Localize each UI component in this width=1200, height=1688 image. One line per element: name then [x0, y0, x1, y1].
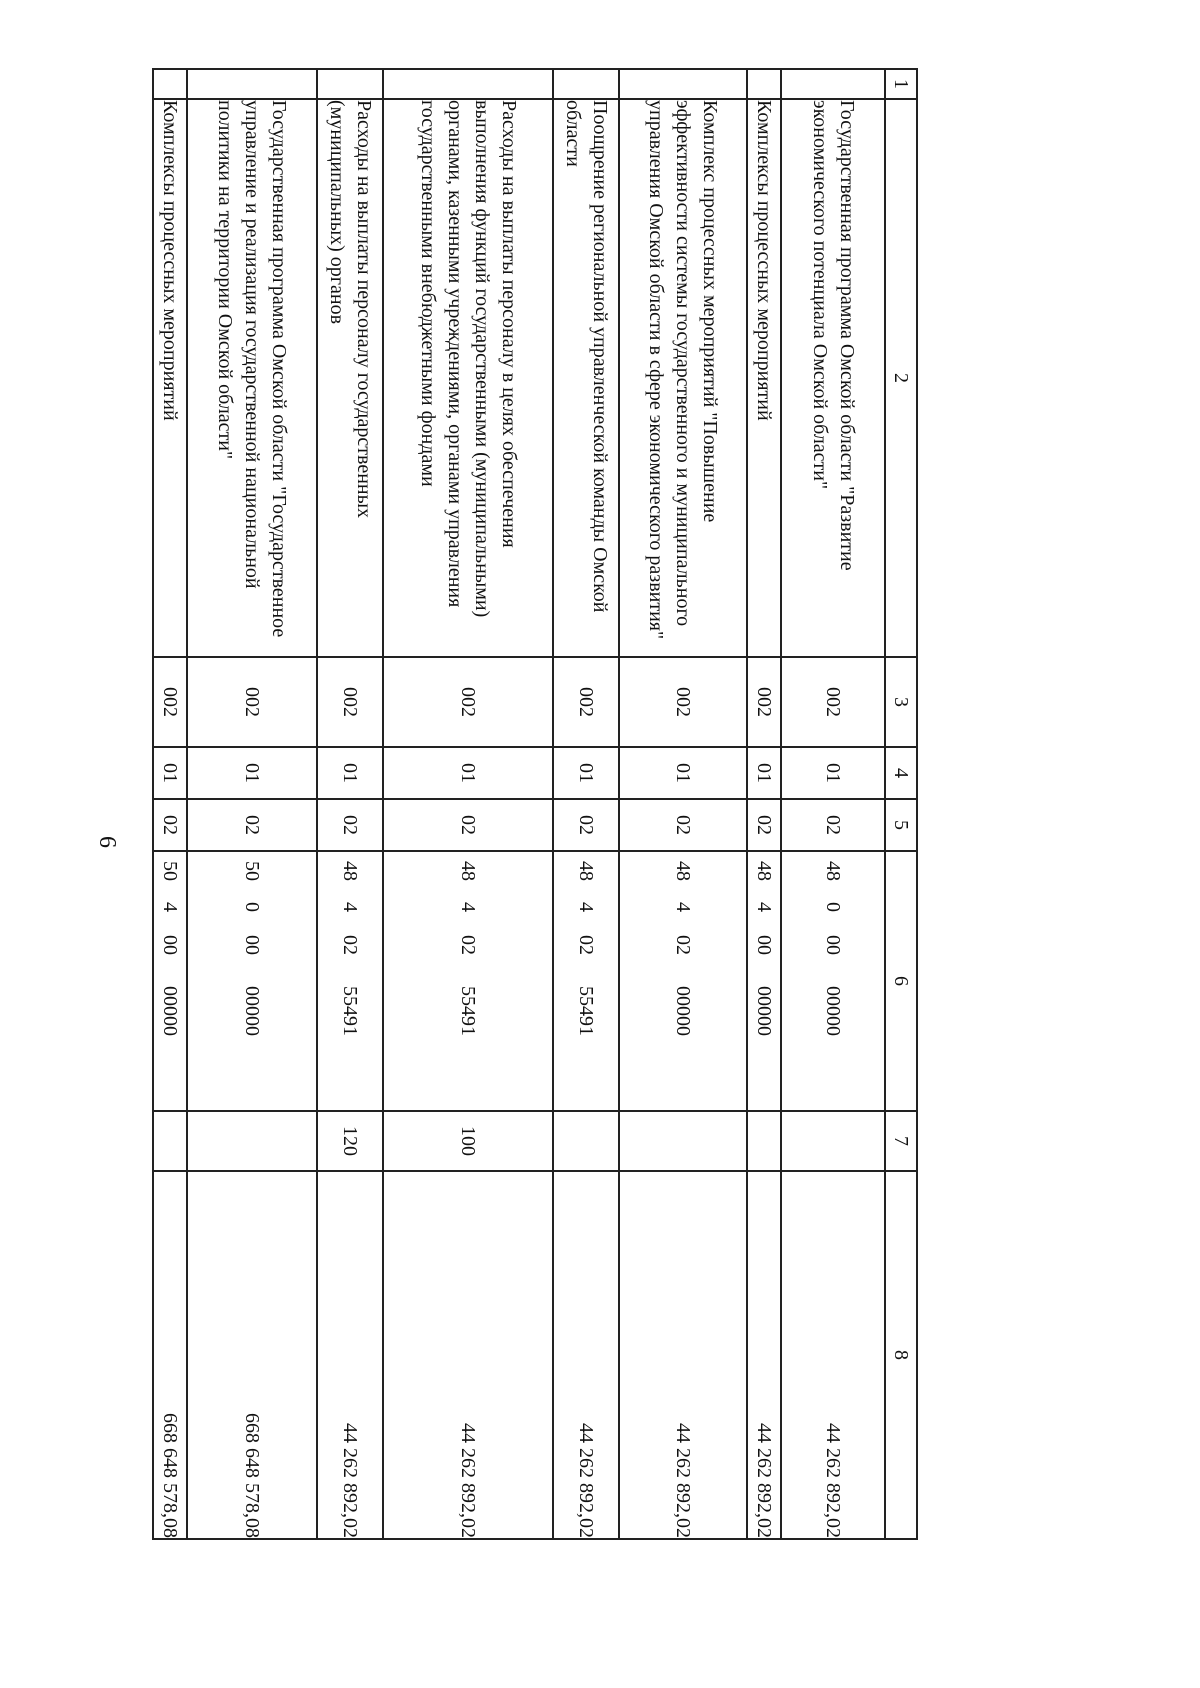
cell-ministry: 002: [619, 657, 747, 747]
cell-amount: 44 262 892,02: [619, 1171, 747, 1539]
cell-target-article: 48 4 02 55491: [553, 851, 619, 1111]
header-col-2: 2: [885, 99, 917, 657]
cell-expense-type: 100: [383, 1111, 553, 1171]
cell-amount: 44 262 892,02: [781, 1171, 885, 1539]
cell-subsection: 02: [747, 799, 781, 851]
header-col-4: 4: [885, 747, 917, 799]
cell-col-1: [153, 69, 187, 99]
cell-section: 01: [553, 747, 619, 799]
cell-ministry: 002: [553, 657, 619, 747]
header-col-7: 7: [885, 1111, 917, 1171]
cell-amount: 44 262 892,02: [747, 1171, 781, 1539]
cell-name: Государственная программа Омской области "Развитие экономического потенциала Омской области": [781, 99, 885, 657]
cell-target-article: 48 0 00 00000: [781, 851, 885, 1111]
cell-section: 01: [383, 747, 553, 799]
cell-subsection: 02: [619, 799, 747, 851]
cell-expense-type: [187, 1111, 317, 1171]
cell-name: Расходы на выплаты персоналу в целях обеспечения выполнения функций государственными (муниципальными) органами, казенными учреждениями, органами управления государственными внебюджетными фондами: [383, 99, 553, 657]
cell-ministry: 002: [187, 657, 317, 747]
cell-target-article: 48 4 02 55491: [317, 851, 383, 1111]
cell-subsection: 02: [153, 799, 187, 851]
table-row: [187, 69, 317, 1539]
cell-expense-type: [747, 1111, 781, 1171]
cell-section: 01: [187, 747, 317, 799]
cell-name: Комплекс процессных мероприятий "Повышение эффективности системы государственного и муниципального управления Омской области в сфере экономического развития": [619, 99, 747, 657]
cell-subsection: 02: [781, 799, 885, 851]
cell-subsection: 02: [187, 799, 317, 851]
cell-col-1: [187, 69, 317, 99]
cell-target-article: 50 4 00 00000: [153, 851, 187, 1111]
cell-amount: 44 262 892,02: [553, 1171, 619, 1539]
cell-ministry: 002: [781, 657, 885, 747]
cell-col-1: [747, 69, 781, 99]
rotated-table-container: [150, 68, 918, 1538]
cell-expense-type: [619, 1111, 747, 1171]
cell-target-article: 48 4 02 00000: [619, 851, 747, 1111]
cell-section: 01: [619, 747, 747, 799]
table-row: [317, 69, 383, 1539]
header-col-8: 8: [885, 1171, 917, 1539]
cell-target-article: 50 0 00 00000: [187, 851, 317, 1111]
cell-col-1: [553, 69, 619, 99]
table-row: [619, 69, 747, 1539]
cell-ministry: 002: [317, 657, 383, 747]
table-row: [747, 69, 781, 1539]
cell-name: Поощрение региональной управленческой команды Омской области: [553, 99, 619, 657]
cell-subsection: 02: [317, 799, 383, 851]
cell-col-1: [781, 69, 885, 99]
cell-name: Государственная программа Омской области "Государственное управление и реализация государственной национальной политики на территории Омской области": [187, 99, 317, 657]
header-col-1: 1: [885, 69, 917, 99]
cell-target-article: 48 4 02 55491: [383, 851, 553, 1111]
cell-ministry: 002: [153, 657, 187, 747]
page-number: 6: [94, 836, 120, 848]
cell-expense-type: 120: [317, 1111, 383, 1171]
cell-section: 01: [781, 747, 885, 799]
cell-subsection: 02: [383, 799, 553, 851]
cell-ministry: 002: [383, 657, 553, 747]
cell-amount: 668 648 578,08: [153, 1171, 187, 1539]
table-row: [781, 69, 885, 1539]
header-row: [885, 69, 917, 1539]
header-col-6: 6: [885, 851, 917, 1111]
cell-name: Комплексы процессных мероприятий: [153, 99, 187, 657]
header-col-3: 3: [885, 657, 917, 747]
cell-col-1: [619, 69, 747, 99]
cell-expense-type: [781, 1111, 885, 1171]
cell-ministry: 002: [747, 657, 781, 747]
table-row: [553, 69, 619, 1539]
cell-expense-type: [553, 1111, 619, 1171]
cell-section: 01: [317, 747, 383, 799]
cell-target-article: 48 4 00 00000: [747, 851, 781, 1111]
cell-amount: 44 262 892,02: [317, 1171, 383, 1539]
header-col-5: 5: [885, 799, 917, 851]
cell-section: 01: [153, 747, 187, 799]
cell-subsection: 02: [553, 799, 619, 851]
cell-amount: 668 648 578,08: [187, 1171, 317, 1539]
cell-amount: 44 262 892,02: [383, 1171, 553, 1539]
table-row: [153, 69, 187, 1539]
cell-col-1: [317, 69, 383, 99]
cell-section: 01: [747, 747, 781, 799]
cell-name: Расходы на выплаты персоналу государственных (муниципальных) органов: [317, 99, 383, 657]
cell-name: Комплексы процессных мероприятий: [747, 99, 781, 657]
budget-table: [152, 68, 918, 1540]
cell-col-1: [383, 69, 553, 99]
table-row: [383, 69, 553, 1539]
cell-expense-type: [153, 1111, 187, 1171]
